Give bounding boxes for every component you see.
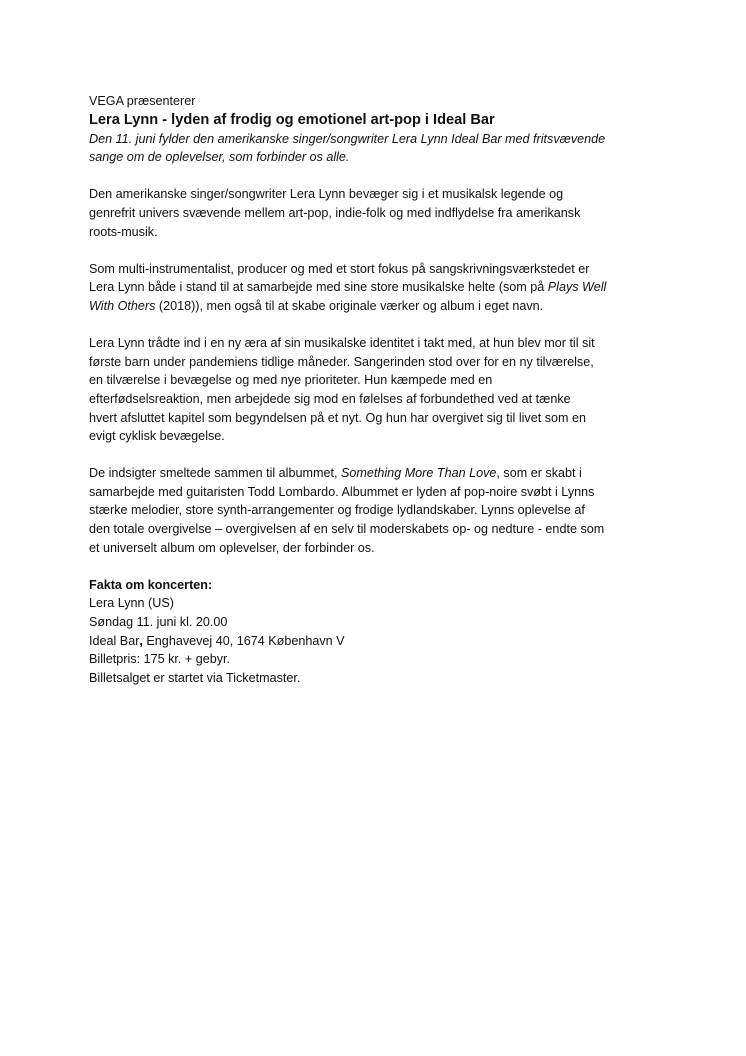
venue-name: Ideal Bar (89, 633, 140, 648)
album-title: With Others (89, 298, 156, 313)
lead-paragraph (89, 130, 669, 167)
facts-section (89, 576, 669, 688)
body-line (89, 297, 669, 316)
lead-line: Den 11. juni fylder den amerikanske singer/songwriter Lera Lynn Ideal Bar med fritsvævende (89, 131, 606, 146)
facts-price: Billetpris: 175 kr. + gebyr. (89, 652, 231, 667)
body-text: De indsigter smeltede sammen til albummet, (89, 466, 341, 481)
lead-line: sange om de oplevelser, som forbinder os alle. (89, 150, 350, 165)
paragraph-gap (89, 316, 669, 335)
facts-heading: Fakta om koncerten: (89, 577, 213, 592)
album-title: Plays Well (547, 280, 607, 295)
paragraph-gap (89, 241, 669, 260)
body-line (89, 278, 669, 297)
kicker: VEGA præsenterer (89, 94, 196, 108)
paragraph-gap (89, 167, 669, 186)
body-text: Lera Lynn både i stand til at samarbejde med sine store musikalske helte (som på (89, 280, 548, 295)
body-text: , som er skabt i (496, 466, 582, 481)
body-line: hvert afsluttet kapitel som begyndelsen på et nyt. Og hun har overgivet sig til livet som en (89, 410, 587, 425)
body-line: genrefrit univers svævende mellem art-pop, indie-folk og med indflydelse fra amerikansk (89, 205, 581, 220)
paragraph-3 (89, 334, 669, 446)
body-line: roots-musik. (89, 224, 158, 239)
body-line: første barn under pandemiens tidlige måneder. Sangerinden stod over for en ny tilværelse, (89, 354, 594, 369)
paragraph-4 (89, 464, 669, 557)
body-line (89, 464, 669, 483)
body-line: samarbejde med guitaristen Todd Lombardo. Albummet er lyden af pop-noire svøbt i Lynns (89, 484, 595, 499)
album-title: Something More Than Love (340, 466, 497, 481)
facts-artist: Lera Lynn (US) (89, 596, 174, 611)
document-page (89, 92, 669, 687)
body-line: evigt cyklisk bevægelse. (89, 429, 225, 444)
venue-address: Enghavevej 40, 1674 København V (142, 633, 345, 648)
facts-date: Søndag 11. juni kl. 20.00 (89, 615, 228, 630)
body-line: Som multi-instrumentalist, producer og med et stort fokus på sangskrivningsværkstedet er (89, 261, 590, 276)
paragraph-2 (89, 260, 669, 316)
body-line: den totale overgivelse – overgivelsen af en selv til moderskabets op- og nedture - endte som (89, 522, 605, 537)
body-line: stærke melodier, store synth-arrangementer og frodige lydlandskaber. Lynns oplevelse af (89, 503, 585, 518)
paragraph-gap (89, 446, 669, 465)
facts-venue (89, 632, 669, 651)
headline: Lera Lynn - lyden af frodig og emotionel art-pop i Ideal Bar (89, 111, 495, 128)
body-line: et universelt album om oplevelser, der forbinder os. (89, 540, 375, 555)
body-line: efterfødselsreaktion, men arbejdede sig mod en følelses af forbundethed ved at tænke (89, 391, 571, 406)
body-line: en tilværelse i bevægelse og med nye prioriteter. Hun kæmpede med en (89, 373, 493, 388)
body-line: Den amerikanske singer/songwriter Lera Lynn bevæger sig i et musikalsk legende og (89, 187, 564, 202)
paragraph-gap (89, 557, 669, 576)
body-text: (2018)), men også til at skabe originale værker og album i eget navn. (155, 298, 544, 313)
body-line: Lera Lynn trådte ind i en ny æra af sin musikalske identitet i takt med, at hun blev mor til sit (89, 336, 595, 351)
facts-sales: Billetsalget er startet via Ticketmaster. (89, 670, 301, 685)
venue-separator: , (139, 633, 143, 648)
paragraph-1 (89, 185, 669, 241)
